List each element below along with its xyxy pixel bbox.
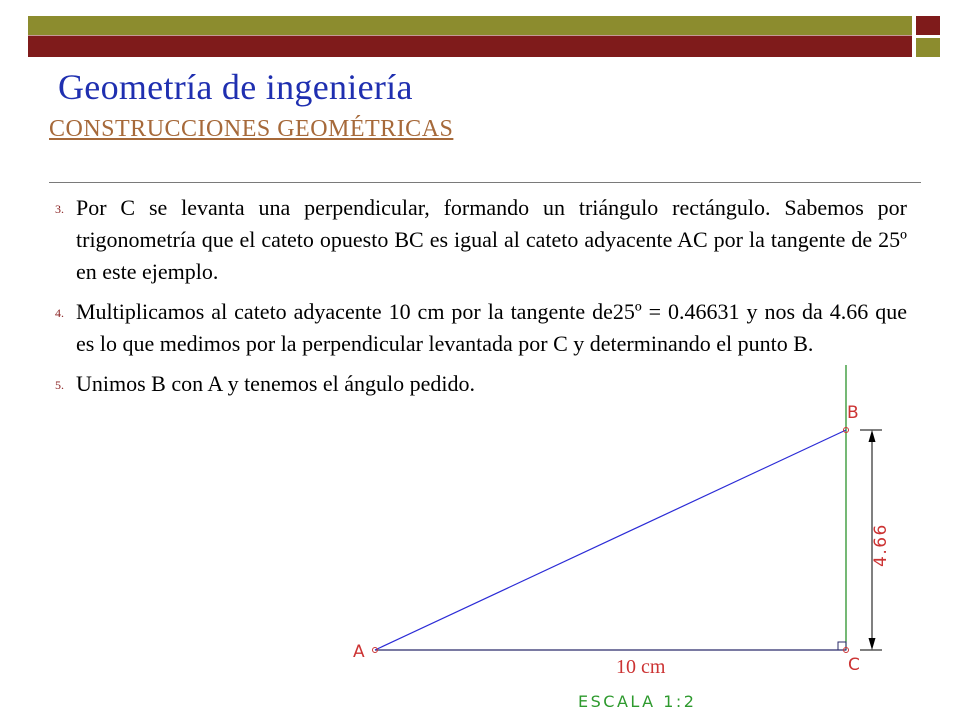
dim-arrow-bottom [869, 638, 876, 650]
step-text: Multiplicamos al cateto adyacente 10 cm por la tangente de25º = 0.46631 y nos da 4.66 que es lo que medimos por la perpendicular levantada por C y determinando el punto B. [76, 299, 907, 356]
step-number: 5. [55, 378, 64, 392]
step-text: Por C se levanta una perpendicular, formando un triángulo rectángulo. Sabemos por trigonometría que el cateto opuesto BC es igual al cateto adyacente AC por la tangente de 25º en este ejemplo. [76, 195, 907, 284]
section-subtitle: CONSTRUCCIONES GEOMÉTRICAS [49, 116, 454, 142]
page-title: Geometría de ingeniería [58, 67, 413, 107]
dimension-ac-label: 10 cm [616, 656, 666, 678]
label-c: C [848, 655, 860, 675]
dim-arrow-top [869, 430, 876, 442]
label-a: A [353, 642, 365, 662]
dimension-bc-label: 4.66 [871, 523, 891, 567]
step-text: Unimos B con A y tenemos el ángulo pedido. [76, 371, 476, 396]
label-b: B [847, 403, 859, 423]
right-angle-mark [838, 642, 846, 650]
step-number: 4. [55, 306, 64, 320]
step-number: 3. [55, 202, 64, 216]
scale-label: ESCALA 1:2 [578, 692, 697, 711]
hypotenuse-line-ab [375, 430, 846, 650]
